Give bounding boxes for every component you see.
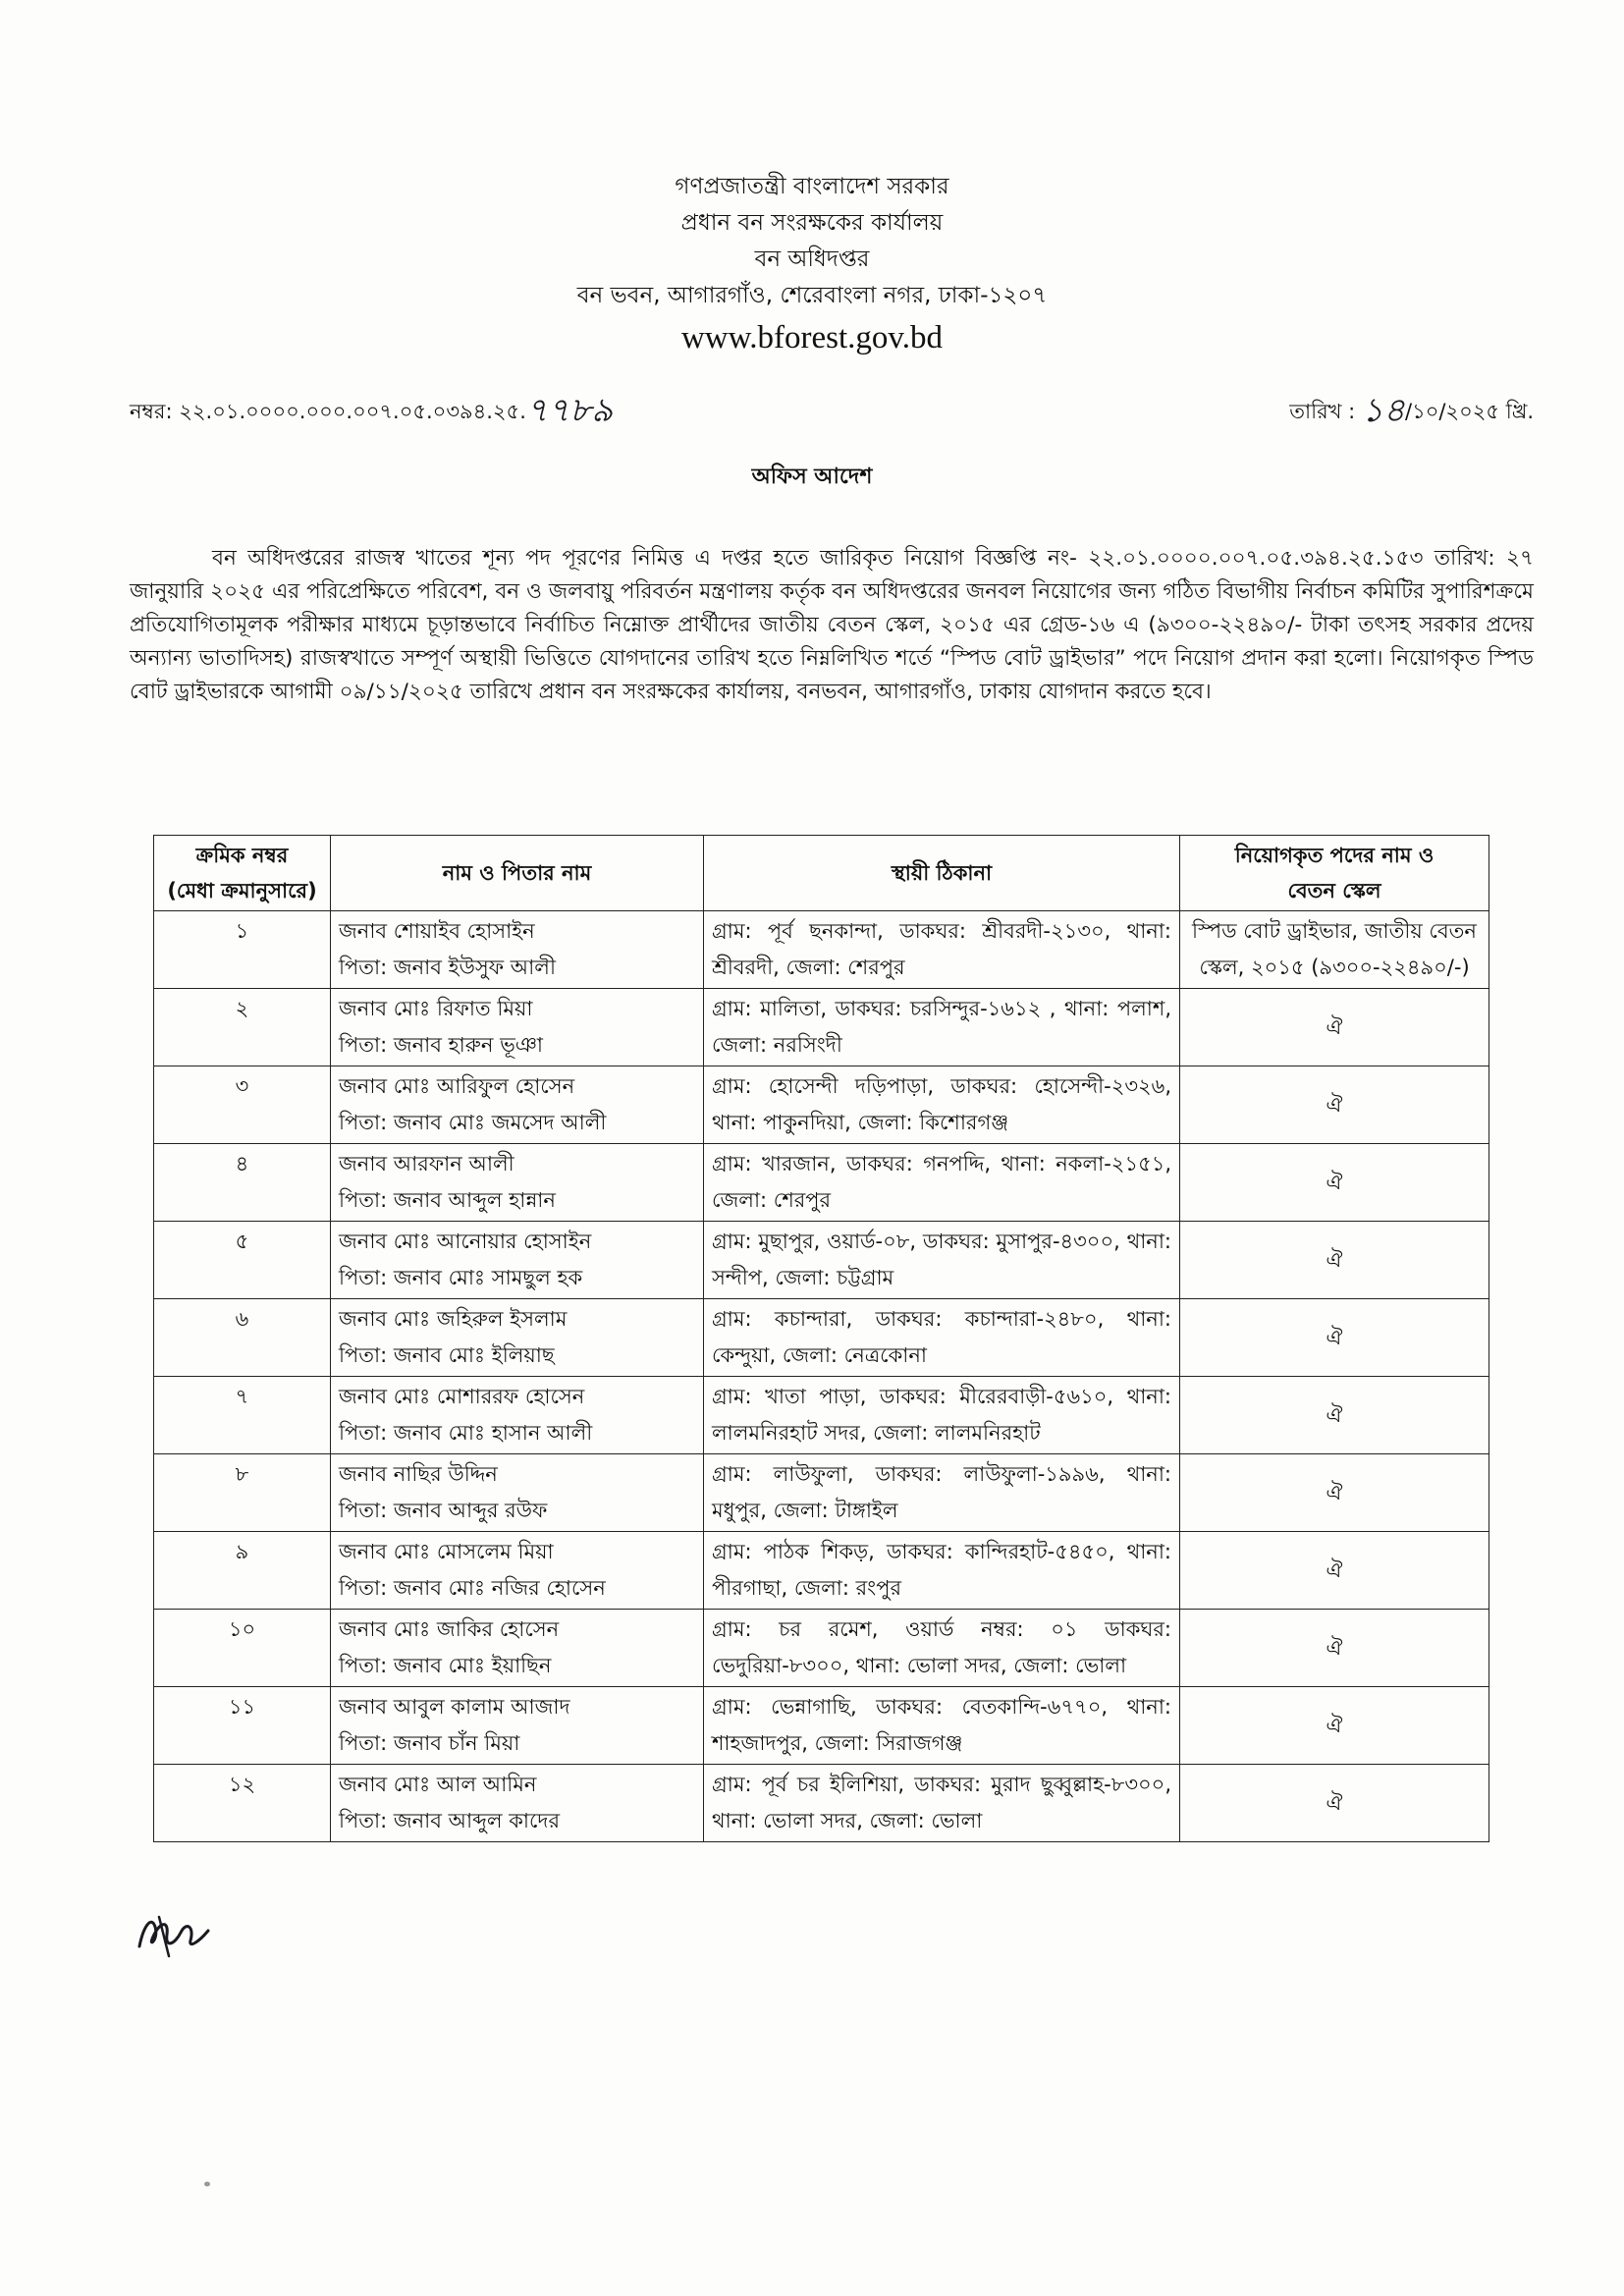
order-body-text: বন অধিদপ্তরের রাজস্ব খাতের শূন্য পদ পূরণের নিমিত্ত এ দপ্তর হতে জারিকৃত নিয়োগ বিজ্ঞপ্তি নং- ২২.০১.০০০০.০০৭.০৫.৩৯৪.২৫.১৫৩ তারিখ: ২৭ জানুয়ারি ২০২৫ এর পরিপ্রেক্ষিতে পরিবেশ, বন ও জলবায়ু পরিবর্তন মন্ত্রণালয় কর্তৃক বন অধিদপ্তরের জনবল নিয়োগের জন্য গঠিত বিভাগীয় নির্বাচন কমিটির সুপারিশক্রমে প্রতিযোগিতামূলক পরীক্ষার মাধ্যমে চূড়ান্তভাবে নির্বাচিত নিম্নোক্ত প্রার্থীদের জাতীয় বেতন স্কেল, ২০১৫ এর গ্রেড-১৬ এ (৯৩০০-২২৪৯০/- টাকা তৎসহ সরকার প্রদেয় অন্যান্য ভাতাদিসহ) রাজস্বখাতে সম্পূর্ণ অস্থায়ী ভিত্তিতে যোগদানের তারিখ হতে নিম্নলিখিত শর্তে “স্পিড বোট ড্রাইভার” পদে নিয়োগ প্রদান করা হলো। নিয়োগকৃত স্পিড বোট ড্রাইভারকে আগামী ০৯/১১/২০২৫ তারিখে প্রধান বন সংরক্ষকের কার্যালয়, বনভবন, আগারগাঁও, ঢাকায় যোগদান করতে হবে। <box>130 545 1534 704</box>
appointee-name: জনাব মোঃ আনোয়ার হোসাইন <box>339 1230 592 1253</box>
permanent-address: গ্রাম: কচান্দারা, ডাকঘর: কচান্দারা-২৪৮০, থানা: কেন্দুয়া, জেলা: নেত্রকোনা <box>712 1307 1171 1367</box>
post-cell <box>1180 1532 1489 1610</box>
address-cell <box>704 911 1180 989</box>
serial-number: ৮ <box>235 1462 249 1486</box>
father-name: পিতা: জনাব মোঃ ইলিয়াছ <box>339 1343 555 1367</box>
father-name: পিতা: জনাব চাঁন মিয়া <box>339 1731 520 1755</box>
table-header-row <box>154 836 1489 911</box>
table-row <box>154 1454 1489 1532</box>
post-cell <box>1180 1610 1489 1687</box>
document-title: অফিস আদেশ <box>751 465 873 489</box>
serial-cell <box>154 911 331 989</box>
post-and-scale: স্পিড বোট ড্রাইভার, জাতীয় বেতন স্কেল, ২০১৫ (৯৩০০-২২৪৯০/-) <box>1192 919 1477 979</box>
govt-name: গণপ্রজাতন্ত্রী বাংলাদেশ সরকার <box>675 174 949 199</box>
serial-number: ৫ <box>235 1230 249 1253</box>
appointee-name: জনাব মোঃ মোশাররফ হোসেন <box>339 1385 585 1408</box>
address-cell <box>704 1299 1180 1377</box>
father-name: পিতা: জনাব মোঃ সামছুল হক <box>339 1266 583 1289</box>
post-and-scale: ঐ <box>1326 1247 1343 1272</box>
post-cell <box>1180 1687 1489 1765</box>
post-cell <box>1180 1299 1489 1377</box>
serial-cell <box>154 1532 331 1610</box>
appointee-name: জনাব মোঃ জাকির হোসেন <box>339 1617 560 1641</box>
appointee-table <box>153 835 1489 1842</box>
serial-number: ৭ <box>235 1385 249 1408</box>
permanent-address: গ্রাম: পূর্ব ছনকান্দা, ডাকঘর: শ্রীবরদী-২১৩০, থানা: শ্রীবরদী, জেলা: শেরপুর <box>712 919 1171 979</box>
permanent-address: গ্রাম: মুছাপুর, ওয়ার্ড-০৮, ডাকঘর: মুসাপুর-৪৩০০, থানা: সন্দীপ, জেলা: চট্টগ্রাম <box>712 1230 1171 1289</box>
table-row <box>154 1687 1489 1765</box>
post-cell <box>1180 911 1489 989</box>
post-cell <box>1180 1377 1489 1454</box>
name-cell <box>331 1532 704 1610</box>
table-row <box>154 1144 1489 1222</box>
name-cell <box>331 1454 704 1532</box>
post-cell <box>1180 1144 1489 1222</box>
appointee-name: জনাব শোয়াইব হোসাইন <box>339 919 535 943</box>
appointee-name: জনাব মোঃ মোসলেম মিয়া <box>339 1540 554 1563</box>
address-cell <box>704 1687 1180 1765</box>
permanent-address: গ্রাম: খাতা পাড়া, ডাকঘর: মীরেরবাড়ী-৫৬১০, থানা: লালমনিরহাট সদর, জেলা: লালমনিরহাট <box>712 1385 1171 1445</box>
post-header-line2: বেতন স্কেল <box>1287 879 1381 902</box>
name-cell <box>331 911 704 989</box>
appointee-name: জনাব মোঃ জহিরুল ইসলাম <box>339 1307 568 1331</box>
post-and-scale: ঐ <box>1326 1402 1343 1427</box>
name-column-header: নাম ও পিতার নাম <box>331 836 704 911</box>
table-row <box>154 1066 1489 1144</box>
serial-cell <box>154 1765 331 1842</box>
post-cell <box>1180 1454 1489 1532</box>
website-link[interactable]: www.bforest.gov.bd <box>680 320 944 355</box>
address-cell <box>704 989 1180 1066</box>
serial-number: ৬ <box>235 1307 249 1331</box>
serial-number: ১০ <box>228 1617 256 1641</box>
appointee-name: জনাব আবুল কালাম আজাদ <box>339 1695 570 1719</box>
post-and-scale: ঐ <box>1326 1170 1343 1194</box>
name-cell <box>331 1299 704 1377</box>
name-cell <box>331 1687 704 1765</box>
serial-cell <box>154 1144 331 1222</box>
serial-cell <box>154 1066 331 1144</box>
post-and-scale: ঐ <box>1326 1635 1343 1660</box>
address-cell <box>704 1066 1180 1144</box>
appointee-name: জনাব আরফান আলী <box>339 1152 514 1175</box>
serial-cell <box>154 1377 331 1454</box>
address-cell <box>704 1377 1180 1454</box>
address-cell <box>704 1532 1180 1610</box>
post-header-line1: নিয়োগকৃত পদের নাম ও <box>1234 844 1435 867</box>
appointee-name: জনাব মোঃ রিফাত মিয়া <box>339 997 533 1020</box>
permanent-address: গ্রাম: মালিতা, ডাকঘর: চরসিন্দুর-১৬১২ , থানা: পলাশ, জেলা: নরসিংদী <box>712 997 1171 1057</box>
serial-cell <box>154 1222 331 1299</box>
post-and-scale: ঐ <box>1326 1092 1343 1117</box>
post-cell <box>1180 1222 1489 1299</box>
address-cell <box>704 1765 1180 1842</box>
office-address: বন ভবন, আগারগাঁও, শেরেবাংলা নগর, ঢাকা-১২০৭ <box>576 283 1048 308</box>
handwritten-date-day: ১৪ <box>1361 391 1405 430</box>
permanent-address: গ্রাম: পূর্ব চর ইলিশিয়া, ডাকঘর: মুরাদ ছুব্বুল্লাহ-৮৩০০, থানা: ভোলা সদর, জেলা: ভোলা <box>712 1773 1171 1832</box>
serial-header-line2: (মেধা ক্রমানুসারে) <box>167 879 317 902</box>
address-cell <box>704 1454 1180 1532</box>
office-name: প্রধান বন সংরক্ষকের কার্যালয় <box>680 210 944 236</box>
name-cell <box>331 1222 704 1299</box>
date-rest: /১০/২০২৫ খ্রি. <box>1405 400 1534 423</box>
serial-cell <box>154 1610 331 1687</box>
table-row <box>154 1377 1489 1454</box>
appointee-name: জনাব নাছির উদ্দিন <box>339 1462 498 1486</box>
signature-initial <box>130 1897 218 1966</box>
address-cell <box>704 1144 1180 1222</box>
father-name: পিতা: জনাব ইউসুফ আলী <box>339 956 556 979</box>
post-and-scale: ঐ <box>1326 1325 1343 1349</box>
father-name: পিতা: জনাব মোঃ জমসেদ আলী <box>339 1111 607 1134</box>
post-column-header <box>1180 836 1489 911</box>
reference-number <box>130 385 613 441</box>
father-name: পিতা: জনাব মোঃ ইয়াছিন <box>339 1654 552 1677</box>
post-cell <box>1180 1066 1489 1144</box>
post-cell <box>1180 1765 1489 1842</box>
table-row <box>154 911 1489 989</box>
father-name: পিতা: জনাব মোঃ হাসান আলী <box>339 1421 593 1445</box>
permanent-address: গ্রাম: পাঠক শিকড়, ডাকঘর: কান্দিরহাট-৫৪৫০, থানা: পীরগাছা, জেলা: রংপুর <box>712 1540 1171 1600</box>
address-column-header: স্থায়ী ঠিকানা <box>704 836 1180 911</box>
serial-number: ১১ <box>228 1695 256 1719</box>
serial-number: ২ <box>235 997 249 1020</box>
permanent-address: গ্রাম: চর রমেশ, ওয়ার্ড নম্বর: ০১ ডাকঘর: ভেদুরিয়া-৮৩০০, থানা: ভোলা সদর, জেলা: ভোলা <box>712 1617 1171 1677</box>
serial-cell <box>154 1454 331 1532</box>
serial-number: ৩ <box>235 1074 249 1098</box>
name-cell <box>331 1610 704 1687</box>
post-and-scale: ঐ <box>1326 1014 1343 1039</box>
handwritten-reference-no: ৭৭৮৯ <box>525 391 614 430</box>
appointee-name: জনাব মোঃ আল আমিন <box>339 1773 537 1796</box>
name-cell <box>331 1377 704 1454</box>
name-cell <box>331 1066 704 1144</box>
serial-cell <box>154 989 331 1066</box>
post-and-scale: ঐ <box>1326 1713 1343 1737</box>
serial-cell <box>154 1299 331 1377</box>
name-cell <box>331 1765 704 1842</box>
issue-date <box>1289 385 1534 441</box>
table-row <box>154 1299 1489 1377</box>
permanent-address: গ্রাম: খারজান, ডাকঘর: গনপদ্দি, থানা: নকলা-২১৫১, জেলা: শেরপুর <box>712 1152 1171 1212</box>
table-row <box>154 1222 1489 1299</box>
post-and-scale: ঐ <box>1326 1790 1343 1815</box>
serial-number: ৪ <box>235 1152 249 1175</box>
father-name: পিতা: জনাব আব্দুল কাদের <box>339 1809 561 1832</box>
father-name: পিতা: জনাব হারুন ভূঞা <box>339 1033 543 1057</box>
name-cell <box>331 989 704 1066</box>
reference-label: নম্বর: ২২.০১.০০০০.০০০.০০৭.০৫.০৩৯৪.২৫. <box>130 400 526 423</box>
address-cell <box>704 1610 1180 1687</box>
table-row <box>154 1765 1489 1842</box>
post-cell <box>1180 989 1489 1066</box>
serial-cell <box>154 1687 331 1765</box>
department-name: বন অধিদপ্তর <box>754 246 870 272</box>
table-row <box>154 1532 1489 1610</box>
appointee-name: জনাব মোঃ আরিফুল হোসেন <box>339 1074 575 1098</box>
father-name: পিতা: জনাব আব্দুর রউফ <box>339 1499 548 1522</box>
paper-speck <box>202 2180 212 2188</box>
permanent-address: গ্রাম: ভেন্নাগাছি, ডাকঘর: বেতকান্দি-৬৭৭০, থানা: শাহজাদপুর, জেলা: সিরাজগঞ্জ <box>712 1695 1171 1755</box>
table-row <box>154 989 1489 1066</box>
father-name: পিতা: জনাব আব্দুল হান্নান <box>339 1188 556 1212</box>
name-cell <box>331 1144 704 1222</box>
permanent-address: গ্রাম: লাউফুলা, ডাকঘর: লাউফুলা-১৯৯৬, থানা: মধুপুর, জেলা: টাঙ্গাইল <box>712 1462 1171 1522</box>
serial-column-header <box>154 836 331 911</box>
post-and-scale: ঐ <box>1326 1480 1343 1504</box>
serial-number: ৯ <box>235 1540 249 1563</box>
serial-number: ১২ <box>228 1773 256 1796</box>
serial-number: ১ <box>235 919 249 943</box>
table-row <box>154 1610 1489 1687</box>
permanent-address: গ্রাম: হোসেন্দী দড়িপাড়া, ডাকঘর: হোসেন্দী-২৩২৬, থানা: পাকুনদিয়া, জেলা: কিশোরগঞ্জ <box>712 1074 1171 1134</box>
date-label: তারিখ : <box>1289 400 1356 423</box>
father-name: পিতা: জনাব মোঃ নজির হোসেন <box>339 1576 606 1600</box>
post-and-scale: ঐ <box>1326 1558 1343 1582</box>
letterhead <box>0 169 1624 359</box>
serial-header-line1: ক্রমিক নম্বর <box>195 844 289 867</box>
address-cell <box>704 1222 1180 1299</box>
